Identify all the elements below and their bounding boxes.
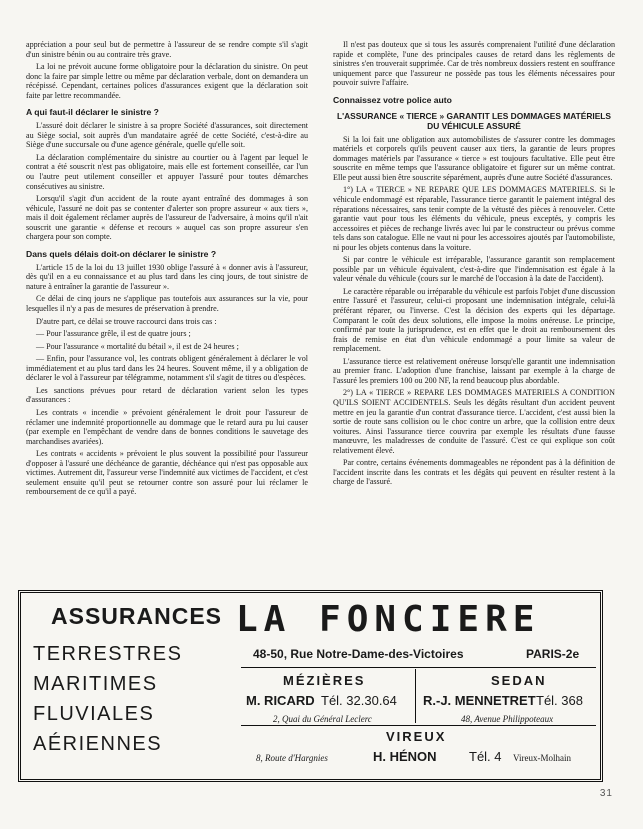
ad-address-mezieres: 2, Quai du Général Leclerc [273, 714, 372, 724]
divider [415, 669, 416, 723]
paragraph: 2°) LA « TIERCE » REPARE LES DOMMAGES MATERIELS A CONDITION QU'ILS SOIENT ACCIDENTELS. Seuls les dégâts résultant d'un accident peuvent mettre en jeu la garantie d'un contrat d'assurance tierce. L'accident, c'est aussi bien la sortie de route sans collision ou le choc contre un arbre, que la collision entre deux voitures. Ainsi l'assurance tierce couvrira par exemple les résultats d'une fausse manœuvre, les maladresses de conduite de l'assuré. C'est ce qui explique son coût relativement élevé. [333, 388, 615, 455]
ad-company-name: LA FONCIERE [236, 599, 541, 640]
paragraph: Les contrats « accidents » prévoient le plus souvent la possibilité pour l'assureur d'opposer à l'assuré une déchéance de garantie, déchéance qui n'est pas opposable aux victimes. Autrement dit, l'assureur verse l'indemnité aux victimes de l'accident, et c'est seulement ensuite qu'il peut se retourner contre son assuré pour lui réclamer le remboursement de ce qu'il a payé. [26, 449, 308, 497]
ad-town-sedan: SEDAN [491, 673, 547, 688]
paragraph: La déclaration complémentaire du sinistre au courtier ou à l'agent par lequel le contrat a été souscrit n'est pas obligatoire, mais elle est fortement conseillée, car l'un ou l'autre peut utilement conseiller et appuyer l'assuré pour toutes démarches consécutives au sinistre. [26, 152, 308, 191]
ad-town-mezieres: MÉZIÈRES [283, 673, 366, 688]
paragraph: 1°) LA « TIERCE » NE REPARE QUE LES DOMMAGES MATERIELS. Si le véhicule endommagé est réparable, l'assurance tierce garantit le paiement intégral des réparations nécessaires, sans tenir compte de la vétusté des pièces à renouveler. Cette garantie vaut pour tous les éléments du véhicule, pneus exceptés, y compris les accessoires et pièces de rechange livrés avec lui par le constructeur ou prévus comme tels dans son catalogue. Elle ne vaut ni pour les accessoires ajoutés par l'automobiliste, ni pour les objets contenus dans la voiture. [333, 185, 615, 252]
paragraph: Les contrats « incendie » prévoient généralement le droit pour l'assureur de réclamer une indemnité proportionnelle au dommage que le retard aura pu lui causer (par exemple en l'empêchant de vendre dans de bonnes conditions le sauvetage des marchandises avariées). [26, 407, 308, 446]
paragraph: L'assuré doit déclarer le sinistre à sa propre Société d'assurances, soit directement au Siège social, soit auprès d'un mandataire agréé de cette Société, c'est-à-dire au Siège d'une succursale ou d'une agence générale, quelle qu'elle soit. [26, 121, 308, 150]
paragraph: Lorsqu'il s'agit d'un accident de la route ayant entraîné des dommages à son véhicule, l'assuré ne doit pas se contenter d'alerter son propre assureur « aux tiers », mais il doit également réclamer auprès de l'assureur de l'adversaire, à moins qu'il n'ait souscrit une garantie « défense et recours » auquel cas son propre assureur s'en chargera pour son compte. [26, 194, 308, 242]
paragraph: Si par contre le véhicule est irréparable, l'assurance garantit son remplacement possible par un véhicule équivalent, c'est-à-dire que l'indemnisation est égale à la valeur vénale du véhicule (cours sur le marché de l'occasion à la date de l'accident). [333, 255, 615, 284]
section-heading: Connaissez votre police auto [333, 94, 452, 105]
paragraph: D'autre part, ce délai se trouve raccourci dans trois cas : [36, 316, 217, 326]
divider [241, 667, 596, 668]
ad-tel-place-vireux: Vireux-Molhain [513, 753, 571, 763]
ad-agent-vireux: H. HÉNON [373, 749, 437, 764]
paragraph: Les sanctions prévues pour retard de déclaration varient selon les types d'assurances : [26, 385, 308, 405]
ad-address: 48-50, Rue Notre-Dame-des-Victoires [253, 647, 464, 661]
ad-tel-sedan: Tél. 368 [536, 693, 583, 708]
ad-address-sedan: 48, Avenue Philippoteaux [461, 714, 554, 724]
list-item: — Pour l'assurance « mortalité du bétail », il est de 24 heures ; [36, 341, 239, 351]
ad-agent-mezieres: M. RICARD [246, 693, 315, 708]
ad-tel-vireux: Tél. 4 [469, 749, 502, 764]
paragraph: Par contre, certains événements dommageables ne répondent pas à la définition de l'accident inscrite dans les contrats et les dégâts qui peuvent en résulter restent à la charge de l'assuré. [333, 458, 615, 487]
paragraph: La loi ne prévoit aucune forme obligatoire pour la déclaration du sinistre. On peut donc la faire par simple lettre ou même par déclaration verbale, dont on demandera un récépissé. Cependant, certaines polices d'assurances exigent que la déclaration soit faite par lettre recommandée. [26, 62, 308, 100]
paragraph: L'article 15 de la loi du 13 juillet 1930 oblige l'assuré à « donner avis à l'assureur, dès qu'il en a eu connaissance et au plus tard dans les cinq jours, de tout sinistre de nature à entraîner la garantie de l'assureur ». [26, 262, 308, 291]
paragraph: L'assurance tierce est relativement onéreuse lorsqu'elle garantit une indemnisation au premier franc. L'adoption d'une franchise, laissant par exemple à la charge de l'assuré les premiers 100 ou 200 NF, la rend beaucoup plus abordable. [333, 356, 615, 385]
paragraph: appréciation a pour seul but de permettre à l'assureur de se rendre compte s'il s'agit d'un sinistre bénin ou au contraire très grave. [26, 40, 308, 59]
paragraph: Si la loi fait une obligation aux automobilistes de s'assurer contre les dommages matériels et corporels qu'ils peuvent causer aux tiers, la garantie de leurs propres dommages matériels par l'assurance « tierce » est toujours facultative. Elle peut être souscrite en même temps que l'assurance obligatoire et figurer sur un même contrat. Elle peut aussi bien être souscrite séparément, auprès d'une autre Société d'assurances. [333, 134, 615, 182]
ad-tel-mezieres: Tél. 32.30.64 [321, 693, 397, 708]
advertisement [18, 590, 603, 782]
article-title: L'ASSURANCE « TIERCE » GARANTIT LES DOMMAGES MATÉRIELS DU VÉHICULE ASSURÉ [336, 110, 612, 131]
ad-assurances-label: ASSURANCES [51, 603, 223, 629]
page-number: 31 [599, 788, 613, 799]
list-item: — Enfin, pour l'assurance vol, les contrats obligent généralement à déclarer le vol immédiatement et au plus tard dans les 24 heures. Souvent même, il y a obligation de déclarer le vol à l'assureur par télégramme, notamment s'il s'agit de titres ou d'espèces. [26, 354, 308, 383]
ad-city: PARIS-2e [526, 647, 580, 661]
right-column [333, 40, 615, 490]
ad-agent-sedan: R.-J. MENNETRET [423, 693, 536, 708]
section-heading: A qui faut-il déclarer le sinistre ? [26, 107, 159, 118]
list-item: — Pour l'assurance grêle, il est de quatre jours ; [36, 329, 191, 339]
ad-line-fluviales: FLUVIALES [33, 703, 155, 725]
ad-line-maritimes: MARITIMES [33, 673, 158, 695]
ad-town-vireux: VIREUX [386, 729, 447, 744]
ad-line-aeriennes: AÉRIENNES [33, 733, 163, 755]
paragraph: Le caractère réparable ou irréparable du véhicule est parfois l'objet d'une discussion entre l'assuré et l'assureur, celui-ci proposant une indemnisation intégrale, celui-là préférant réparer, ou l'inverse. C'est la décision des experts qui les départage. Comparant le coût des deux solutions, elle impose la moins onéreuse. Le principe, confirmé par toute la jurisprudence, est en effet que le droit au remboursement des frais de remise en état d'un véhicule endommagé a pour limite sa valeur de remplacement. [333, 286, 615, 354]
paragraph: Il n'est pas douteux que si tous les assurés comprenaient l'utilité d'une déclaration rapide et complète, l'une des principales causes de retard dans les règlements de sinistres s'en trouverait supprimée. Car de très nombreux dossiers restent en souffrance uniquement parce que l'assureur ne possède pas tous les éléments nécessaires pour pouvoir suivre l'affaire. [333, 40, 615, 88]
divider [241, 725, 596, 726]
left-column [26, 40, 308, 500]
ad-address-vireux: 8, Route d'Hargnies [256, 753, 328, 763]
ad-line-terrestres: TERRESTRES [33, 643, 183, 665]
section-heading: Dans quels délais doit-on déclarer le sinistre ? [26, 248, 217, 259]
paragraph: Ce délai de cinq jours ne s'applique pas toutefois aux assurances sur la vie, pour lesquelles il n'y a pas de mesures de préservation à prendre. [26, 294, 308, 314]
